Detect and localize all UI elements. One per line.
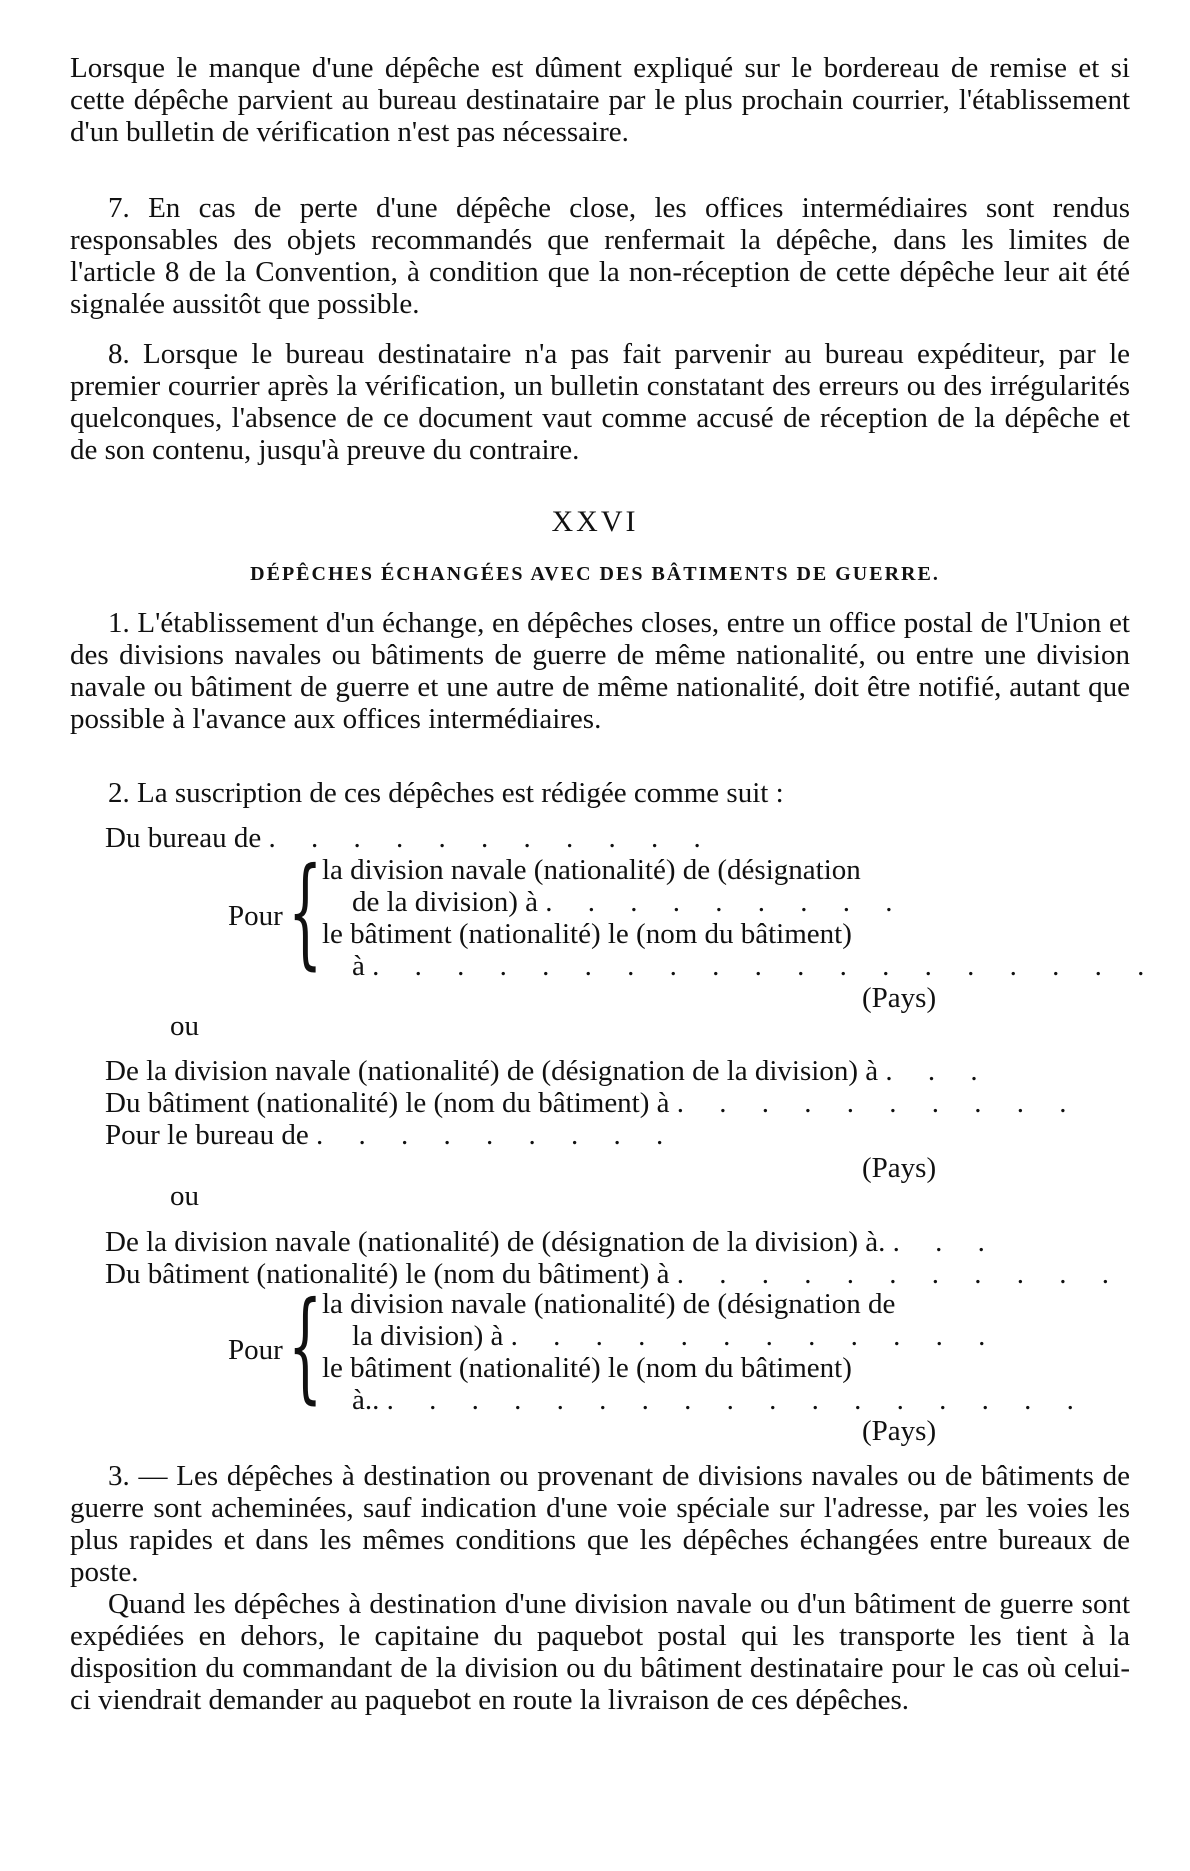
form1-brace: { — [288, 843, 323, 982]
ou-1: ou — [170, 1010, 199, 1042]
form1-line4: à . . . . . . . . . . . . . . . . . . . — [352, 950, 1159, 982]
paragraph-8: 8. Lorsque le bureau destinataire n'a pas fait parvenir au bureau expéditeur, par le premier courrier après la vérification, un bulletin constatant des erreurs ou des irrégularités quelconques, l'absence de ce document vaut comme accusé de réception de la dépêche et de son contenu, jusqu'à preuve du contraire. — [70, 338, 1130, 466]
paragraph-1: 1. L'établissement d'un échange, en dépêches closes, entre un office postal de l'Union et des divisions navales ou bâtiments de guerre de même nationalité, ou entre une division navale ou bâtiment de guerre et une autre de même nationalité, doit être notifié, autant que possible à l'avance aux offices intermédiaires. — [70, 607, 1130, 735]
form3-line3: la division navale (nationalité) de (désignation de — [322, 1288, 896, 1320]
paragraph-2: 2. La suscription de ces dépêches est rédigée comme suit : — [108, 777, 784, 809]
form3-line4: la division) à . . . . . . . . . . . . — [352, 1320, 1000, 1352]
section-number: XXVI — [551, 505, 639, 538]
paragraph-7: 7. En cas de perte d'une dépêche close, les offices intermédiaires sont rendus responsables des objets recommandés que renfermait la dépêche, dans les limites de l'article 8 de la Convention, à condition que la non-réception de cette dépêche leur ait été signalée aussitôt que possible. — [70, 192, 1130, 320]
form1-from: Du bureau de . . . . . . . . . . . — [105, 822, 715, 854]
paragraph-3: 3. — Les dépêches à destination ou provenant de divisions navales ou de bâtiments de guerre sont acheminées, sauf indication d'une voie spéciale sur l'adresse, par les voies les plus rapides et dans les mêmes conditions que les dépêches échangées entre bureaux de poste. — [70, 1460, 1130, 1588]
paragraph-intro: Lorsque le manque d'une dépêche est dûment expliqué sur le bordereau de remise et si cette dépêche parvient au bureau destinataire par le plus prochain courrier, l'établissement d'un bulletin de vérification n'est pas nécessaire. — [70, 52, 1130, 148]
form3-pays: (Pays) — [862, 1415, 937, 1447]
form2-line1: De la division navale (nationalité) de (désignation de la division) à . . . — [105, 1055, 992, 1087]
form2-pays: (Pays) — [862, 1152, 937, 1184]
form3-line1: De la division navale (nationalité) de (désignation de la division) à. . . . — [105, 1226, 999, 1258]
ou-2: ou — [170, 1180, 199, 1212]
form1-line1: la division navale (nationalité) de (désignation — [322, 854, 861, 886]
form3-brace: { — [288, 1277, 323, 1416]
form1-line3: le bâtiment (nationalité) le (nom du bâtiment) — [322, 918, 852, 950]
form3-line6: à.. . . . . . . . . . . . . . . . . . — [352, 1384, 1088, 1416]
form2-line3: Pour le bureau de . . . . . . . . . — [105, 1119, 678, 1151]
form1-pays: (Pays) — [862, 982, 937, 1014]
form2-line2: Du bâtiment (nationalité) le (nom du bâtiment) à . . . . . . . . . . — [105, 1087, 1081, 1119]
form1-line2: de la division) à . . . . . . . . . — [352, 886, 907, 918]
paragraph-4: Quand les dépêches à destination d'une division navale ou d'un bâtiment de guerre sont expédiées en dehors, le capitaine du paquebot postal qui les transporte les tient à la disposition du commandant de la division ou du bâtiment destinataire pour le cas où celui-ci viendrait demander au paquebot en route la livraison de ces dépêches. — [70, 1588, 1130, 1716]
form1-pour: Pour — [228, 900, 283, 932]
form3-pour: Pour — [228, 1334, 283, 1366]
form3-line2: Du bâtiment (nationalité) le (nom du bâtiment) à . . . . . . . . . . . — [105, 1258, 1124, 1290]
form3-line5: le bâtiment (nationalité) le (nom du bâtiment) — [322, 1352, 852, 1384]
section-title: DÉPÊCHES ÉCHANGÉES AVEC DES BÂTIMENTS DE GUERRE. — [250, 563, 940, 585]
